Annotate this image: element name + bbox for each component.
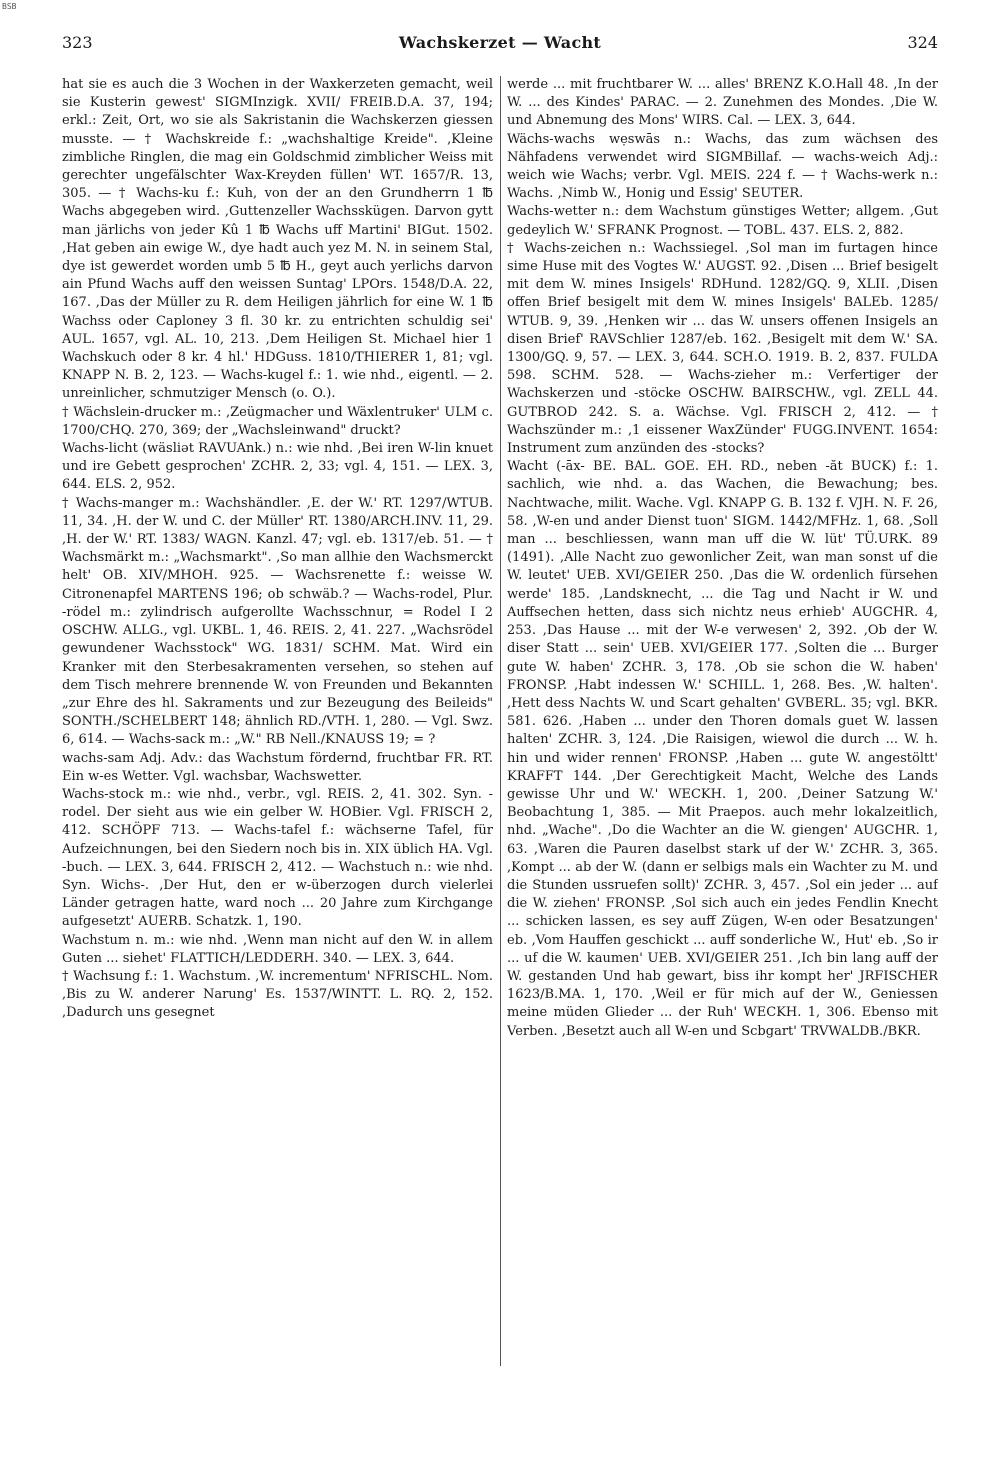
text-columns bbox=[62, 76, 938, 1366]
column-divider bbox=[500, 76, 501, 1366]
entry-wacht: Wacht (-āx- BE. BAL. GOE. EH. RD., neben -ăt BUCK) f.: 1. sachlich, wie nhd. a. das Wachen, die Bewachung; bes. Nachtwache, milit. Wache. Vgl. KNAPP G. B. 132 f. VJH. N. F. 26, 58. ,W-en und ander Dienst tuon' SIGM. 1442/MFHz. 1, 68. ,Soll man ... beschliessen, wann man uff die W. lüt' TÜ.URK. 89 (1491). ,Alle Nacht zuo gewonlicher Zeit, wan man sonst uf die W. leutet' UEB. XVI/GEIER 250. ,Das die W. ordenlich fürsehen werde' 185. ,Landsknecht, ... die Tag und Nacht ir W. und Auffsechen hetten, dass sich nichtz neus erhieb' AUGCHR. 4, 253. ,Das Hause ... mit der W-e verwesen' 2, 392. ,Ob der W. diser Statt ... sein' UEB. XVI/GEIER 177. ,Solten die ... Burger gute W. haben' ZCHR. 3, 178. ,Ob sie schon die W. haben' FRONSP. ,Habt indessen W.' SCHILL. 1, 268. Bes. ,W. halten'. ,Hett dess Nachts W. und Scart gehalten' GVBERL. 35; vgl. BKR. 581. 626. ,Haben ... under den Thoren domals guet W. lassen halten' ZCHR. 3, 124. ,Die Raisigen, wiewol die durch ... W. h. hin und wider rennen' FRONSP. ,Haben ... gute W. angestöltt' KRAFFT 144. ,Der Gerechtigkeit Macht, Welche des Lands gewisse Uhr und W.' WECKH. 1, 200. ,Deiner Satzung W.' Beobachtung 1, 385. — Mit Praepos. auch mehr lokalzeitlich, nhd. „Wache". ,Do die Wachter an die W. giengen' AUGCHR. 1, 63. ,Waren die Pauren daselbst stark uf der W.' ZCHR. 3, 365. ,Kompt ... ab der W. (dann er selbigs mals ein Wachter zu M. und die Stunden ussruefen sollt)' ZCHR. 3, 457. ,Sol ein jeder ... auf die W. ziehen' FRONSP. ,Sol sich auch ein jedes Fendlin Knecht ... schicken lassen, es sey auff Zügen, W-en oder Besatzungen' eb. ,Vom Hauffen geschickt ... auff sonderliche W., Hut' eb. ,So ir ... uf die W. kaumen' UEB. XVI/GEIER 251. ,Ich bin lang auff der W. gestanden Und hab gewart, biss ihr kompt her' JRFISCHER 1623/B.MA. 1, 170. ,Weil er für mich auf der W., Geniessen meine müden Glieder ... der Ruh' WECKH. 1, 306. Ebenso mit Verben. ,Besetzt auch all W-en und Scbgart' TRVWALDB./BKR. bbox=[507, 459, 938, 1039]
entry-wachs-licht: Wachs-licht (wäsliət RAVUAnk.) n.: wie nhd. ,Bei iren W-lin knuet und ire Gebett gesprochen' ZCHR. 2, 33; vgl. 4, 151. — LEX. 3, 644. ELS. 2, 952. bbox=[62, 441, 493, 493]
entry-wachstum: Wachstum n. m.: wie nhd. ,Wenn man nicht auf den W. in allem Guten ... siehet' FLATTICH/LEDDERH. 340. — LEX. 3, 644. bbox=[62, 932, 493, 966]
entry-waechs-wachs: Wächs-wachs wẹswās n.: Wachs, das zum wächsen des Nähfadens verwendet wird SIGMBillaf. — wachs-weich Adj.: weich wie Wachs; verbr. Vgl. MEIS. 224 f. — † Wachs-werk n.: Wachs. ,Nimb W., Honig und Essig' SEUTER. bbox=[507, 131, 938, 202]
running-title: Wachskerzet — Wacht bbox=[398, 33, 602, 52]
library-mark: BSB bbox=[2, 2, 17, 11]
entry-wachs-sam: wachs-sam Adj. Adv.: das Wachstum fördernd, fruchtbar FR. RT. Ein w-es Wetter. Vgl. wachsbar, Wachswetter. bbox=[62, 750, 493, 784]
entry-waechslein-drucker: † Wächslein-drucker m.: ,Zeügmacher und Wäxlentruker' ULM c. 1700/CHQ. 270, 369; der „Wachsleinwand" druckt? bbox=[62, 404, 493, 438]
entry-wachs-stock: Wachs-stock m.: wie nhd., verbr., vgl. REIS. 2, 41. 302. Syn. -rodel. Der sieht aus wie ein gelber W. HOBier. Vgl. FRISCH 2, 412. SCHÖPF 713. — Wachs-tafel f.: wächserne Tafel, für Aufzeichnungen, bei den Siedern noch bis in. XIX üblich HA. Vgl. -buch. — LEX. 3, 644. FRISCH 2, 412. — Wachstuch n.: wie nhd. Syn. Wichs-. ,Der Hut, den er w-überzogen durch vielerlei Länder getragen hatte, ward noch ... 20 Jahre zum Kirchgange aufgesetzt' AUERB. Schatzk. 1, 190. bbox=[62, 786, 493, 930]
right-page-number: 324 bbox=[907, 33, 938, 52]
entry-wachs-manger: † Wachs-manger m.: Wachshändler. ,E. der W.' RT. 1297/WTUB. 11, 34. ,H. der W. und C. der Müller' RT. 1380/ARCH.INV. 11, 29. ,H. der W.' RT. 1383/ WAGN. Kanzl. 47; vgl. eb. 1317/eb. 51. — † Wachsmärkt m.: „Wachsmarkt". ,So man allhie den Wachsmerckt helt' OB. XIV/MHOH. 925. — Wachsrenette f.: weisse W. Citronenapfel MARTENS 196; ob schwäb.? — Wachs-rodel, Plur. -rödel m.: zylindrisch aufgerollte Wachsschnur, = Rodel I 2 OSCHW. ALLG., vgl. UKBL. 1, 46. REIS. 2, 41. 227. „Wachsrödel gewundener Wachsstock" WG. 1831/ SCHM. Mat. Wird ein Kranker mit den Sterbesakramenten versehen, so stehen auf dem Tisch mehrere brennende W. von Freunden und Bekannten „zur Ehre des hl. Sakraments und zur Bezeugung des Beileids" SONTH./SCHELBERT 148; ähnlich RD./VTH. 1, 280. — Vgl. Swz. 6, 614. — Wachs-sack m.: „W." RB Nell./KNAUSS 19; = ? bbox=[62, 495, 493, 748]
left-column bbox=[62, 76, 493, 1366]
entry-wachskreide: hat sie es auch die 3 Wochen in der Waxkerzeten gemacht, weil sie Kusterin gewest' SIGMInzigk. XVII/ FREIB.D.A. 37, 194; erkl.: Zeit, Ort, wo sie als Sakristanin die Wachskerzen giessen musste. — † Wachskreide f.: „wachshaltige Kreide". ,Kleine zimbliche Ringlen, die mag ein Goldschmid zimblicher Weiss mit gerechter ungefälschter Wax-Kreyden füllen' WT. 1657/R. 13, 305. — † Wachs-ku f.: Kuh, von der an den Grundherrn 1 ℔ Wachs abgegeben wird. ,Guttenzeller Wachsskügen. Darvon gytt man järlichs von jeder Kû 1 ℔ Wachs uff Martini' BIGut. 1502. ,Hat geben ain ewige W., dye hadt auch yez M. N. in seinem Stal, dye ist gewerdet worden umb 5 ℔ H., geyt auch yerlichs darvon ain Pfund Wachs auff den weissen Suntag' LPOrs. 1548/D.A. 22, 167. ,Das der Müller zu R. dem Heiligen jährlich for eine W. 1 ℔ Wachss oder Caploney 3 fl. 30 kr. zu entrichten schuldig sei' AUL. 1657, vgl. AL. 10, 213. ,Dem Heiligen St. Michael hier 1 Wachskuch oder 8 kr. 4 hl.' HDGuss. 1810/THIERER 1, 81; vgl. KNAPP N. B. 2, 123. — Wachs-kugel f.: 1. wie nhd., eigentl. — 2. unreinlicher, schmutziger Mensch (o. O.). bbox=[62, 77, 493, 402]
page-header bbox=[62, 33, 938, 59]
entry-wachsung: † Wachsung f.: 1. Wachstum. ,W. incrementum' NFRISCHL. Nom. ,Bis zu W. anderer Narung' Es. 1537/WINTT. L. RQ. 2, 152. ,Dadurch uns gesegnet bbox=[62, 968, 493, 1021]
entry-wachs-zeichen: † Wachs-zeichen n.: Wachssiegel. ,Sol man im furtagen hince sime Huse mit des Vogtes W.' AUGST. 92. ,Disen ... Brief besigelt mit dem W. mines Insigels' RDHund. 1282/GQ. 9, XLII. ,Disen offen Brief besigelt mit dem W. mines Insigels' BALEb. 1285/ WTUB. 9, 39. ,Henken wir ... das W. unsers offenen Insigels an disen Brief' RAVSchlier 1287/eb. 162. ,Besigelt mit dem W.' SA. 1300/GQ. 9, 57. — LEX. 3, 644. SCH.O. 1919. B. 2, 837. FULDA 598. SCHM. 528. — Wachs-zieher m.: Verfertiger der Wachskerzen und -stöcke OSCHW. BAIRSCHW., vgl. ZELL 44. GUTBROD 242. S. a. Wächse. Vgl. FRISCH 2, 412. — † Wachszünder m.: ,1 eissener WaxZünder' FUGG.INVENT. 1654: Instrument zum anzünden des -stocks? bbox=[507, 240, 938, 457]
entry-wachs-wetter: Wachs-wetter n.: dem Wachstum günstiges Wetter; allgem. ,Gut gedeylich W.' SFRANK Prognost. — TOBL. 437. ELS. 2, 882. bbox=[507, 204, 938, 238]
right-column bbox=[507, 76, 938, 1366]
left-page-number: 323 bbox=[62, 33, 93, 52]
entry-wachsung-cont: werde ... mit fruchtbarer W. ... alles' BRENZ K.O.Hall 48. ,In der W. ... des Kindes' PARAC. — 2. Zunehmen des Mondes. ,Die W. und Abnemung des Mons' WIRS. Cal. — LEX. 3, 644. bbox=[507, 77, 938, 129]
